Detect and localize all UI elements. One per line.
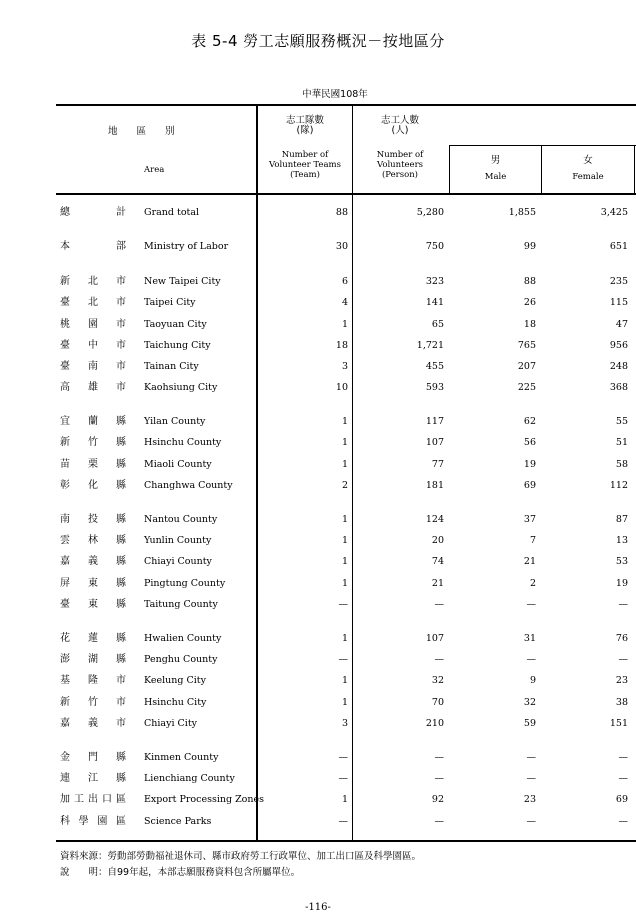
table-row [56, 415, 636, 429]
table-row [56, 339, 636, 353]
area-name-zh: 花蓮縣 [60, 633, 126, 644]
volunteers-value: 77 [431, 459, 444, 470]
area-name-en: Keelung City [144, 675, 206, 686]
table-row [56, 381, 636, 395]
area-name-zh: 加工出口區 [60, 794, 126, 805]
area-name-zh: 金門縣 [60, 752, 126, 763]
male-value: 88 [523, 276, 536, 287]
volunteers-value: — [434, 752, 444, 763]
male-header-zh: 男 [490, 155, 501, 166]
teams-value: 1 [341, 556, 348, 567]
table-row [56, 206, 636, 220]
male-value: 2 [529, 578, 536, 589]
table-row [56, 696, 636, 710]
male-value: 62 [523, 416, 536, 427]
table-row [56, 360, 636, 374]
area-name-zh: 連江縣 [60, 773, 126, 784]
female-value: — [618, 654, 628, 665]
teams-value: 1 [341, 578, 348, 589]
female-value: 55 [615, 416, 628, 427]
area-name-zh: 本部 [60, 241, 126, 252]
teams-value: 18 [335, 340, 348, 351]
table-row [56, 793, 636, 807]
volunteers-value: 107 [425, 437, 444, 448]
area-name-en: Changhwa County [144, 480, 233, 491]
area-name-zh: 總計 [60, 207, 126, 218]
page-number: -116- [305, 902, 331, 913]
table-row [56, 598, 636, 612]
female-value: 47 [615, 319, 628, 330]
volunteers-value: 74 [431, 556, 444, 567]
volunteers-value: 210 [425, 718, 444, 729]
volunteers-value: 107 [425, 633, 444, 644]
area-name-zh: 嘉義縣 [60, 556, 126, 567]
table-row [56, 815, 636, 829]
area-name-zh: 臺南市 [60, 361, 126, 372]
area-name-en: Taitung County [144, 599, 218, 610]
volunteers-value: 141 [425, 297, 444, 308]
male-value: — [526, 773, 536, 784]
source-note: 資料來源：勞動部勞動福祉退休司、縣市政府勞工行政單位、加工出口區及科學園區。 [60, 851, 422, 862]
volunteers-value: 1,721 [416, 340, 444, 351]
volunteers-value: 92 [431, 794, 444, 805]
table-top-rule [56, 104, 636, 106]
teams-value: 1 [341, 459, 348, 470]
area-name-en: Nantou County [144, 514, 218, 525]
teams-value: 3 [341, 361, 348, 372]
volunteers-value: 21 [431, 578, 444, 589]
table-row [56, 458, 636, 472]
table-row [56, 555, 636, 569]
area-name-en: New Taipei City [144, 276, 221, 287]
area-name-en: Chiayi City [144, 718, 198, 729]
volunteers-value: — [434, 773, 444, 784]
area-name-en: Taoyuan City [144, 319, 207, 330]
male-value: 99 [523, 241, 536, 252]
area-name-en: Chiayi County [144, 556, 212, 567]
table-row [56, 240, 636, 254]
area-name-zh: 雲林縣 [60, 535, 126, 546]
table-row [56, 296, 636, 310]
female-value: 112 [609, 480, 628, 491]
female-value: 956 [609, 340, 628, 351]
male-value: 19 [523, 459, 536, 470]
female-value: — [618, 816, 628, 827]
volunteers-value: 5,280 [416, 207, 444, 218]
area-name-zh: 科學園區 [60, 816, 126, 827]
table-bottom-rule [56, 840, 636, 842]
area-name-zh: 新竹縣 [60, 437, 126, 448]
volunteers-value: — [434, 654, 444, 665]
area-name-en: Penghu County [144, 654, 218, 665]
male-value: — [526, 599, 536, 610]
area-name-en: Tainan City [144, 361, 199, 372]
teams-value: 6 [341, 276, 348, 287]
table-row [56, 577, 636, 591]
area-name-en: Miaoli County [144, 459, 212, 470]
area-name-en: Science Parks [144, 816, 212, 827]
volunteers-value: 181 [425, 480, 444, 491]
male-value: 21 [523, 556, 536, 567]
header-bottom-rule [56, 193, 636, 195]
table-row [56, 534, 636, 548]
table-row [56, 479, 636, 493]
female-value: — [618, 773, 628, 784]
male-value: 69 [523, 480, 536, 491]
area-name-zh: 宜蘭縣 [60, 416, 126, 427]
male-value: 26 [523, 297, 536, 308]
male-value: 23 [523, 794, 536, 805]
teams-value: 4 [341, 297, 348, 308]
male-value: 56 [523, 437, 536, 448]
teams-header-zh: 志工隊數 (隊) [285, 115, 324, 136]
table-title: 表 5-4 勞工志願服務概況－按地區分 [191, 32, 445, 50]
teams-value: 3 [341, 718, 348, 729]
male-value: — [526, 816, 536, 827]
volunteers-value: — [434, 816, 444, 827]
area-name-zh: 桃園市 [60, 319, 126, 330]
area-name-en: Kinmen County [144, 752, 219, 763]
teams-value: 1 [341, 416, 348, 427]
area-name-zh: 苗栗縣 [60, 459, 126, 470]
female-value: 76 [615, 633, 628, 644]
female-header-zh: 女 [583, 155, 593, 166]
area-name-en: Taipei City [144, 297, 196, 308]
volunteers-value: 593 [425, 382, 444, 393]
female-value: 87 [615, 514, 628, 525]
female-value: 248 [609, 361, 628, 372]
male-value: 59 [523, 718, 536, 729]
male-header-en: Male [484, 172, 507, 182]
area-header-zh: 地 區 別 [108, 126, 175, 137]
area-name-en: Grand total [144, 207, 200, 218]
area-name-zh: 嘉義市 [60, 718, 126, 729]
area-name-zh: 臺中市 [60, 340, 126, 351]
female-value: 151 [609, 718, 628, 729]
volunteers-value: 124 [425, 514, 444, 525]
female-value: 115 [609, 297, 628, 308]
period-label: 中華民國108年 [302, 89, 368, 100]
table-row [56, 717, 636, 731]
teams-value: 88 [335, 207, 348, 218]
area-name-en: Yunlin County [144, 535, 212, 546]
area-name-zh: 澎湖縣 [60, 654, 126, 665]
female-value: 13 [615, 535, 628, 546]
area-name-zh: 屏東縣 [60, 578, 126, 589]
area-header-en: Area [144, 165, 165, 175]
area-name-en: Yilan County [144, 416, 206, 427]
area-name-en: Lienchiang County [144, 773, 235, 784]
area-name-en: Export Processing Zones [144, 794, 265, 805]
area-name-zh: 基隆市 [60, 675, 126, 686]
area-name-zh: 臺東縣 [60, 599, 126, 610]
volunteers-value: 32 [431, 675, 444, 686]
volunteers-value: 117 [425, 416, 444, 427]
table-row [56, 653, 636, 667]
male-value: 207 [517, 361, 536, 372]
volunteers-value: 20 [431, 535, 444, 546]
teams-value: — [338, 752, 348, 763]
area-name-zh: 南投縣 [60, 514, 126, 525]
female-value: 3,425 [600, 207, 628, 218]
area-name-en: Hwalien County [144, 633, 222, 644]
teams-value: 10 [335, 382, 348, 393]
area-name-en: Ministry of Labor [144, 241, 229, 252]
female-value: — [618, 752, 628, 763]
teams-value: — [338, 816, 348, 827]
area-name-en: Hsinchu City [144, 697, 207, 708]
female-value: 651 [609, 241, 628, 252]
teams-header-en: Number of Volunteer Teams (Team) [269, 150, 341, 180]
volunteers-value: 65 [431, 319, 444, 330]
table-row [56, 751, 636, 765]
volunteers-value: 70 [431, 697, 444, 708]
female-value: 38 [615, 697, 628, 708]
teams-value: 1 [341, 437, 348, 448]
area-name-zh: 臺北市 [60, 297, 126, 308]
table-row [56, 632, 636, 646]
female-value: 368 [609, 382, 628, 393]
male-value: 225 [517, 382, 536, 393]
male-value: 32 [523, 697, 536, 708]
teams-value: — [338, 654, 348, 665]
teams-value: 1 [341, 697, 348, 708]
area-name-zh: 彰化縣 [60, 480, 126, 491]
teams-value: 1 [341, 675, 348, 686]
female-value: 58 [615, 459, 628, 470]
male-value: 7 [529, 535, 536, 546]
teams-value: 1 [341, 535, 348, 546]
table-row [56, 318, 636, 332]
area-name-en: Pingtung County [144, 578, 226, 589]
male-value: 9 [529, 675, 536, 686]
male-value: 765 [517, 340, 536, 351]
volunteers-value: 750 [425, 241, 444, 252]
table-row [56, 436, 636, 450]
remark-note: 說 明：自99年起，本部志願服務資料包含所屬單位。 [60, 867, 301, 878]
teams-value: 2 [341, 480, 348, 491]
table-row [56, 772, 636, 786]
female-value: 235 [609, 276, 628, 287]
teams-value: 30 [335, 241, 348, 252]
teams-value: 1 [341, 633, 348, 644]
teams-value: — [338, 773, 348, 784]
teams-value: — [338, 599, 348, 610]
male-column-divider [449, 146, 450, 193]
area-name-en: Taichung City [144, 340, 211, 351]
table-row [56, 674, 636, 688]
male-value: — [526, 752, 536, 763]
female-column-divider [541, 146, 542, 193]
sex-split-rule [449, 145, 636, 146]
area-name-zh: 新竹市 [60, 697, 126, 708]
volunteers-header-zh: 志工人數 (人) [380, 115, 419, 136]
teams-value: 1 [341, 794, 348, 805]
male-value: — [526, 654, 536, 665]
teams-value: 1 [341, 319, 348, 330]
volunteers-value: 455 [425, 361, 444, 372]
female-header-en: Female [572, 172, 604, 182]
female-value: 69 [615, 794, 628, 805]
volunteers-header-en: Number of Volunteers (Person) [376, 150, 424, 180]
area-name-zh: 高雄市 [60, 382, 126, 393]
table-row [56, 275, 636, 289]
area-name-en: Kaohsiung City [144, 382, 218, 393]
female-value: 23 [615, 675, 628, 686]
male-value: 31 [523, 633, 536, 644]
female-value: 53 [615, 556, 628, 567]
male-value: 18 [523, 319, 536, 330]
female-value: 19 [615, 578, 628, 589]
table-row [56, 513, 636, 527]
table-right-edge [634, 146, 635, 193]
volunteers-value: — [434, 599, 444, 610]
male-value: 1,855 [508, 207, 536, 218]
area-name-zh: 新北市 [60, 276, 126, 287]
male-value: 37 [523, 514, 536, 525]
female-value: 51 [615, 437, 628, 448]
area-name-en: Hsinchu County [144, 437, 222, 448]
volunteers-value: 323 [425, 276, 444, 287]
teams-value: 1 [341, 514, 348, 525]
female-value: — [618, 599, 628, 610]
